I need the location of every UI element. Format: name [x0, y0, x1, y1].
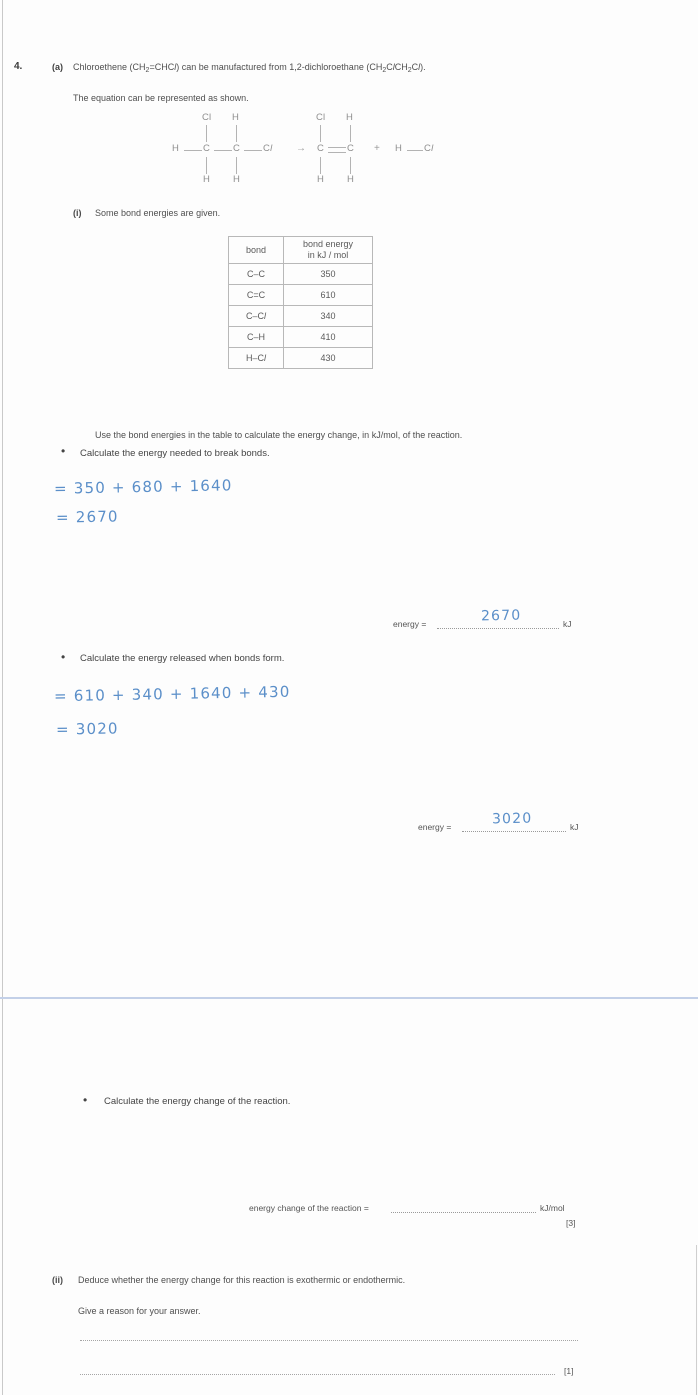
energy-change-answer-label: energy change of the reaction =	[249, 1203, 369, 1213]
cell-bond: C–Cl	[229, 306, 284, 327]
atom-cl-right: Cl	[263, 143, 273, 154]
table-row	[229, 348, 373, 369]
table-row	[229, 264, 373, 285]
atom-c1-left: C	[203, 143, 211, 154]
table-header-energy	[284, 237, 373, 264]
bullet-marker-3: •	[83, 1093, 88, 1107]
atom-cl-top-left: Cl	[202, 112, 212, 123]
energy-answer-unit-2: kJ	[570, 822, 579, 832]
bullet-marker-1: •	[61, 444, 66, 458]
atom-h-bottom-left1: H	[203, 174, 211, 185]
reaction-arrow: →	[296, 143, 306, 154]
atom-h-left: H	[172, 143, 180, 154]
table-header-row	[229, 237, 373, 264]
bullet-text-1: Calculate the energy needed to break bonds.	[80, 448, 270, 459]
cell-bond: C=C	[229, 285, 284, 306]
cell-energy: 610	[284, 285, 373, 306]
bullet-marker-2: •	[61, 650, 66, 664]
bond-vertical-h-c4	[350, 125, 351, 142]
double-bond-lower	[328, 152, 346, 153]
page-edge-right	[696, 1245, 697, 1395]
energy-answer-label-2: energy =	[418, 822, 452, 832]
energy-answer-line-1[interactable]	[437, 628, 559, 629]
atom-h-bottom-right2: H	[347, 174, 355, 185]
cell-energy: 430	[284, 348, 373, 369]
marks-3: [3]	[566, 1218, 576, 1228]
bond-vertical-h-c2	[236, 125, 237, 142]
sub-2c: 2	[407, 67, 412, 74]
handwriting-break-line2: = 2670	[55, 507, 119, 527]
cell-energy: 350	[284, 264, 373, 285]
table-header-energy-line2: in kJ / mol	[307, 250, 349, 260]
atom-c4-right: C	[347, 143, 355, 154]
page-edge-left	[2, 0, 3, 1395]
sub-2a: 2	[145, 67, 150, 74]
handwriting-break-line1: = 350 + 680 + 1640	[53, 476, 233, 498]
part-a-label: (a)	[52, 62, 63, 72]
table-body	[229, 264, 373, 369]
handwriting-form-line2: = 3020	[55, 719, 119, 739]
atom-h-hcl: H	[395, 143, 403, 154]
cell-energy: 410	[284, 327, 373, 348]
energy-answer-label-1: energy =	[393, 619, 427, 629]
energy-answer-unit-1: kJ	[563, 619, 572, 629]
bond-name: C–C	[246, 269, 265, 279]
sub-2b: 2	[382, 67, 387, 74]
marks-ii: [1]	[564, 1366, 574, 1376]
atom-h-bottom-right1: H	[317, 174, 325, 185]
question-number: 4.	[14, 61, 23, 72]
stem-cl2: Cl).	[411, 62, 426, 72]
bond-c1-c2	[214, 150, 232, 151]
cell-bond: H–Cl	[229, 348, 284, 369]
bond-vertical-c4-h-bottom	[350, 157, 351, 174]
cell-bond: C–H	[229, 327, 284, 348]
stem-text-chloroethene: Chloroethene (CH	[73, 62, 146, 72]
table-header-bond: bond	[229, 237, 284, 264]
part-i-label: (i)	[73, 208, 82, 218]
bond-c2-cl	[244, 150, 262, 151]
atom-h-top-right: H	[346, 112, 354, 123]
question-stem-line1	[73, 62, 426, 72]
bond-h-c1	[184, 150, 202, 151]
table-row	[229, 306, 373, 327]
answer-ruled-line-2[interactable]	[80, 1374, 555, 1375]
part-ii-subtext: Give a reason for your answer.	[78, 1306, 201, 1316]
bullet-text-3: Calculate the energy change of the reaction.	[104, 1096, 291, 1107]
cell-bond	[229, 264, 284, 285]
bond-vertical-c2-h-bottom	[236, 157, 237, 174]
reaction-equation-diagram	[168, 112, 468, 190]
bond-h-cl	[407, 150, 423, 151]
bond-vertical-c1-h-bottom	[206, 157, 207, 174]
atom-cl-top-right: Cl	[316, 112, 326, 123]
part-i-text: Some bond energies are given.	[95, 208, 221, 218]
table-row	[229, 285, 373, 306]
handwriting-energy-answer-1: 2670	[480, 607, 522, 625]
equation-plus-sign: +	[374, 143, 380, 154]
bullet-text-2: Calculate the energy released when bonds form.	[80, 653, 285, 664]
page-break-divider	[0, 997, 698, 999]
answer-ruled-line-1[interactable]	[80, 1340, 578, 1341]
part-ii-label: (ii)	[52, 1275, 63, 1285]
question-stem-line2: The equation can be represented as shown.	[73, 93, 249, 103]
atom-h-bottom-left2: H	[233, 174, 241, 185]
bond-vertical-cl-c3	[320, 125, 321, 142]
stem-eq-chcl: =CHCl) can be manufactured from 1,2-dichloroethane (CH	[149, 62, 383, 72]
cell-energy: 340	[284, 306, 373, 327]
atom-h-top-left: H	[232, 112, 240, 123]
bond-vertical-cl-c1	[206, 125, 207, 142]
energy-answer-line-2[interactable]	[462, 831, 566, 832]
handwriting-energy-answer-2: 3020	[491, 810, 533, 828]
bond-vertical-c3-h-bottom	[320, 157, 321, 174]
double-bond-upper	[328, 147, 346, 148]
table-header-energy-line1: bond energy	[302, 239, 354, 249]
energy-change-answer-line[interactable]	[391, 1212, 536, 1213]
atom-cl-hcl: Cl	[424, 143, 434, 154]
table-row	[229, 327, 373, 348]
energy-change-answer-unit: kJ/mol	[540, 1203, 565, 1213]
bond-energy-table	[228, 236, 373, 369]
stem-cl: ClCH	[386, 62, 408, 72]
atom-c2-left: C	[233, 143, 241, 154]
handwriting-form-line1: = 610 + 340 + 1640 + 430	[53, 682, 291, 706]
atom-c3-right: C	[317, 143, 325, 154]
part-ii-text: Deduce whether the energy change for this reaction is exothermic or endothermic.	[78, 1275, 406, 1285]
part-i-instruction: Use the bond energies in the table to calculate the energy change, in kJ/mol, of the reaction.	[95, 430, 463, 440]
